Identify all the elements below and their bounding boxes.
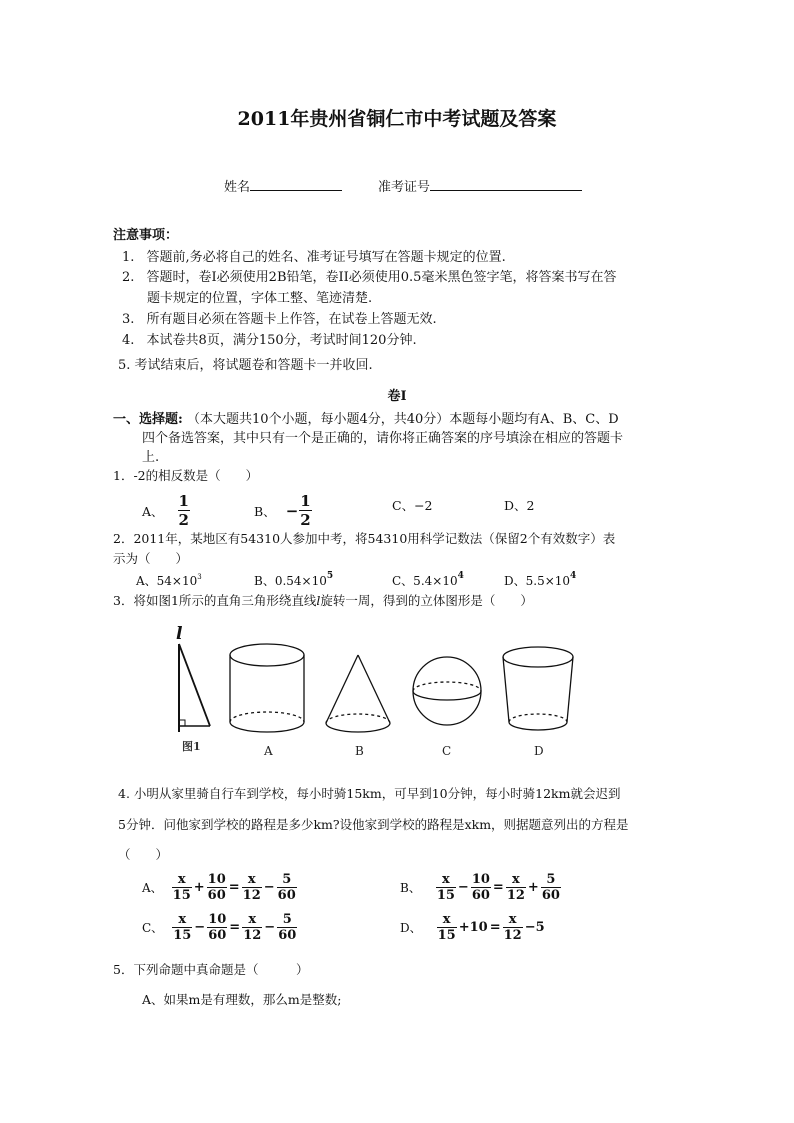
q2-option-d: D、$5.5\times 10^4$: [504, 571, 577, 588]
q3-label-c: C: [442, 744, 452, 758]
q1-option-d: D、2: [504, 498, 535, 513]
q2-stem: 2．2011年，某地区有54310人参加中考，将54310用科学记数法（保留2个有效数字）表: [113, 531, 616, 546]
part-label: 一、选择题:: [113, 412, 183, 427]
right-triangle-figure: [179, 644, 210, 732]
q1-a-fraction: $\frac{1}{2}$: [178, 492, 189, 529]
part-description-line2: 四个备选答案，其中只有一个是正确的，请你将正确答案的序号填涂在相应的答题卡: [142, 431, 624, 446]
q2-stem-line2: 示为（ ）: [113, 551, 189, 566]
q4-option-c: C、 $\frac{x}{15}$ − $\frac{10}{60}$ = $\frac{x}{12}$ − $\frac{5}{60}$: [142, 912, 297, 943]
name-label: 姓名: [224, 180, 251, 195]
q2-option-a: A、$54\times 10^3$: [136, 573, 202, 588]
page-title: 2011年贵州省铜仁市中考试题及答案: [237, 108, 557, 130]
q3-label-a: A: [264, 744, 273, 758]
q3-figure-label: 图1: [182, 740, 201, 753]
part-description: （本大题共10个小题，每小题4分，共40分）本题每小题均有A、B、C、D: [186, 412, 619, 427]
q5-stem: 5．下列命题中真命题是（ ）: [113, 962, 309, 977]
q4-option-a: A、 $\frac{x}{15}$ + $\frac{10}{60}$ = $\frac{x}{12}$ − $\frac{5}{60}$: [142, 872, 296, 903]
cylinder-figure: [230, 644, 304, 732]
cone-figure: [326, 655, 390, 732]
notice-item-2: 2. 答题时，卷I必须使用2B铅笔，卷II必须使用0.5毫米黑色签字笔，将答案书写在答: [122, 270, 617, 285]
q1-option-b: B、 − $\frac{1}{2}$: [254, 492, 311, 529]
q1-b-fraction: $\frac{1}{2}$: [300, 492, 311, 529]
q2-option-c: C、$5.4\times 10^4$: [392, 571, 464, 588]
section-title: 卷I: [387, 389, 407, 404]
part-header: [113, 408, 619, 427]
q4-stem-line2: 5分钟．问他家到学校的路程是多少km?设他家到学校的路程是xkm，则据题意列出的方程是: [118, 817, 629, 832]
exam-number-label: 准考证号: [378, 180, 431, 195]
notice-item-1: 1. 答题前,务必将自己的姓名、准考证号填写在答题卡规定的位置.: [122, 250, 506, 265]
q1-option-a: A、 $\frac{1}{2}$: [142, 492, 189, 529]
exam-number-field: [378, 176, 582, 195]
q4-stem: 4. 小明从家里骑自行车到学校，每小时骑15km，可早到10分钟，每小时骑12km就会迟到: [118, 786, 621, 801]
q3-figure: [160, 622, 600, 764]
q1-option-c: C、−2: [392, 498, 433, 513]
q3-stem: 3．将如图1所示的直角三角形绕直线l旋转一周，得到的立体图形是（ ）: [113, 593, 533, 608]
q1-stem: 1．-2的相反数是（ ）: [113, 468, 259, 483]
sphere-figure: [413, 657, 481, 725]
q3-label-d: D: [534, 744, 544, 758]
frustum-figure: [503, 647, 573, 730]
q4-d-equation: $\frac{x}{15}$ +10 = $\frac{x}{12}$ −5: [437, 912, 545, 943]
q4-option-d: D、 $\frac{x}{15}$ +10 = $\frac{x}{12}$ −5: [400, 912, 545, 943]
notice-item-2-cont: 题卡规定的位置，字体工整、笔迹清楚.: [147, 291, 373, 306]
part-description-line3: 上.: [142, 450, 160, 465]
notice-item-4: 4. 本试卷共8页，满分150分，考试时间120分钟.: [122, 333, 417, 348]
q3-axis-label: l: [176, 624, 183, 644]
q3-label-b: B: [355, 744, 364, 758]
q4-a-equation: $\frac{x}{15}$ + $\frac{10}{60}$ = $\frac{x}{12}$ − $\frac{5}{60}$: [172, 872, 296, 903]
exam-number-blank: [430, 176, 582, 191]
notice-heading: 注意事项：: [113, 228, 179, 243]
q5-option-a: A、如果m是有理数，那么m是整数;: [142, 992, 342, 1007]
notice-item-3: 3. 所有题目必须在答题卡上作答，在试卷上答题无效.: [122, 312, 437, 327]
q4-option-b: B、 $\frac{x}{15}$ − $\frac{10}{60}$ = $\frac{x}{12}$ + $\frac{5}{60}$: [400, 872, 560, 903]
name-field: [224, 176, 342, 195]
q4-c-equation: $\frac{x}{15}$ − $\frac{10}{60}$ = $\frac{x}{12}$ − $\frac{5}{60}$: [173, 912, 297, 943]
q4-stem-line3: （ ）: [118, 847, 169, 862]
q2-option-b: B、$0.54\times 10^5$: [254, 571, 334, 588]
q4-b-equation: $\frac{x}{15}$ − $\frac{10}{60}$ = $\frac{x}{12}$ + $\frac{5}{60}$: [436, 872, 560, 903]
notice-item-5: 5. 考试结束后，将试题卷和答题卡一并收回.: [118, 358, 373, 373]
name-blank: [250, 176, 342, 191]
